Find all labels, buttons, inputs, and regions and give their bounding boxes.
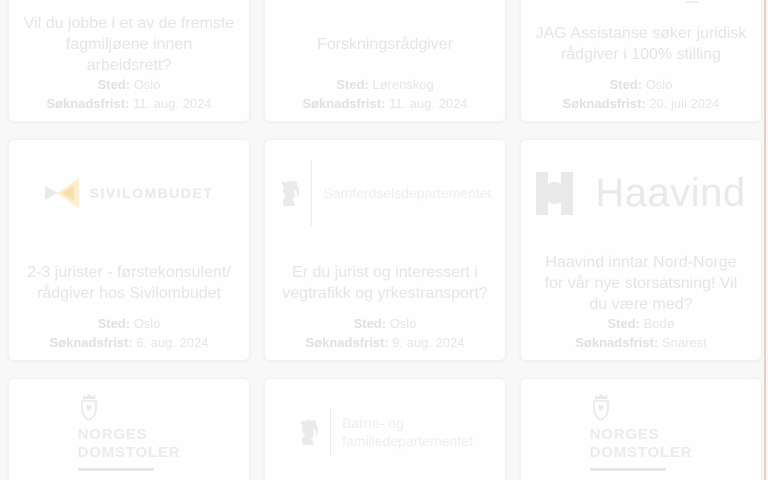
haavind-logo (536, 171, 745, 216)
sivilombudet-logo (45, 177, 214, 209)
job-title: Er du jurist og interessert i vegtrafikk og yrkestransport? (282, 264, 488, 302)
deadline-value: 11. aug. 2024 (133, 96, 212, 111)
location-label: Sted: (607, 316, 640, 331)
job-card-haavind[interactable] (520, 139, 762, 361)
job-title: 2-3 jurister - førstekonsulent/ rådgiver hos Sivilombudet (27, 264, 231, 302)
location-value: Oslo (389, 316, 417, 331)
title-zone (265, 252, 505, 314)
job-meta (50, 314, 209, 352)
norges-domstoler-text-line1: NORGES (589, 426, 660, 443)
deadline-label: Søknadsfrist: (562, 96, 646, 111)
norges-domstoler-text-line2: DOMSTOLER (589, 444, 693, 461)
deadline-value: 20. juli 2024 (649, 96, 720, 111)
logo-zone (9, 379, 249, 480)
location-label: Sted: (336, 77, 369, 92)
norway-lion-coat-of-arms-icon (297, 418, 319, 446)
job-title: JAG Assistanse søker juridisk rådgiver i 100% stilling (535, 25, 747, 63)
job-card-norges-domstoler-2[interactable] (520, 378, 762, 480)
logo-zone (265, 379, 505, 480)
job-title: Haavind inntar Nord-Norge for vår nye storsatsning! Vil du være med? (544, 253, 738, 313)
job-location (50, 314, 209, 333)
job-meta (46, 75, 211, 113)
location-label: Sted: (97, 316, 131, 331)
deadline-value: 6. aug. 2024 (136, 335, 209, 350)
norges-domstoler-crest-icon (591, 393, 611, 421)
job-card-barne-og-familiedepartementet[interactable] (264, 378, 506, 480)
job-location (306, 314, 465, 333)
clipped-logo-remnant (686, 1, 698, 3)
job-meta (575, 314, 707, 352)
samferdselsdepartementet-logo (278, 160, 491, 226)
norges-domstoler-text-line2: DOMSTOLER (77, 444, 181, 461)
job-location (302, 75, 467, 94)
logo-divider (330, 409, 331, 455)
title-zone (265, 13, 505, 75)
location-label: Sted: (97, 77, 131, 92)
job-meta (563, 75, 720, 113)
logo-divider (311, 160, 312, 226)
deadline-label: Søknadsfrist: (49, 335, 133, 350)
logo-underline (590, 468, 666, 471)
sivilombudet-arrows-icon (45, 177, 81, 209)
title-zone (9, 252, 249, 314)
job-cards-grid (8, 0, 762, 480)
logo-zone (265, 140, 505, 246)
location-value: Oslo (133, 77, 161, 92)
job-deadline (46, 94, 211, 113)
deadline-label: Søknadsfrist: (305, 335, 389, 350)
logo-underline (78, 468, 154, 471)
job-card-samferdselsdepartementet[interactable] (264, 139, 506, 361)
job-location (46, 75, 211, 94)
job-title: Forskningsrådgiver (316, 35, 454, 53)
department-text-line1: Barne- og (342, 415, 404, 431)
job-card-arbeidsrett[interactable] (8, 0, 250, 122)
job-title: Vil du jobbe i et av de fremste fagmiljøene innen arbeidsrett? (23, 14, 235, 74)
logo-zone (521, 379, 761, 480)
location-value: Oslo (645, 77, 673, 92)
department-logo-text: Samferdselsdepartementet (323, 185, 492, 201)
haavind-logo-text: Haavind (595, 170, 746, 215)
job-deadline (575, 333, 707, 352)
job-card-norges-domstoler-1[interactable] (8, 378, 250, 480)
job-location (563, 75, 720, 94)
location-value: Bodø (643, 316, 675, 331)
deadline-label: Søknadsfrist: (575, 335, 659, 350)
deadline-value: 9. aug. 2024 (392, 335, 465, 350)
job-card-sivilombudet[interactable] (8, 139, 250, 361)
barne-og-familiedepartementet-logo (297, 409, 473, 455)
job-location (575, 314, 707, 333)
deadline-value: Snarest (661, 335, 707, 350)
title-zone (521, 252, 761, 314)
department-logo-text (342, 414, 473, 450)
norges-domstoler-logo (590, 393, 693, 471)
job-meta (302, 75, 467, 113)
logo-zone (9, 0, 249, 7)
job-deadline (306, 333, 465, 352)
location-label: Sted: (353, 316, 387, 331)
location-label: Sted: (609, 77, 643, 92)
department-text-line2: familiedepartementet (342, 433, 473, 449)
job-meta (306, 314, 465, 352)
title-zone (9, 13, 249, 75)
job-deadline (50, 333, 209, 352)
haavind-h-mark-icon (536, 172, 573, 215)
job-card-jag-assistanse[interactable] (520, 0, 762, 122)
deadline-label: Søknadsfrist: (46, 96, 130, 111)
title-zone (521, 13, 761, 75)
norges-domstoler-text-line1: NORGES (77, 426, 148, 443)
norway-lion-coat-of-arms-icon (278, 179, 300, 207)
logo-zone (521, 140, 761, 246)
location-value: Oslo (133, 316, 161, 331)
overlay-edge-line (764, 0, 766, 480)
logo-zone (265, 0, 505, 7)
deadline-label: Søknadsfrist: (302, 96, 386, 111)
job-deadline (302, 94, 467, 113)
logo-zone (9, 140, 249, 246)
job-card-forskningsradgiver[interactable] (264, 0, 506, 122)
norges-domstoler-logo (78, 393, 181, 471)
location-value: Lørenskog (372, 77, 434, 92)
sivilombudet-logo-text: SIVILOMBUDET (89, 185, 214, 201)
logo-zone (521, 0, 761, 7)
job-deadline (563, 94, 720, 113)
deadline-value: 11. aug. 2024 (389, 96, 468, 111)
norges-domstoler-crest-icon (79, 393, 99, 421)
